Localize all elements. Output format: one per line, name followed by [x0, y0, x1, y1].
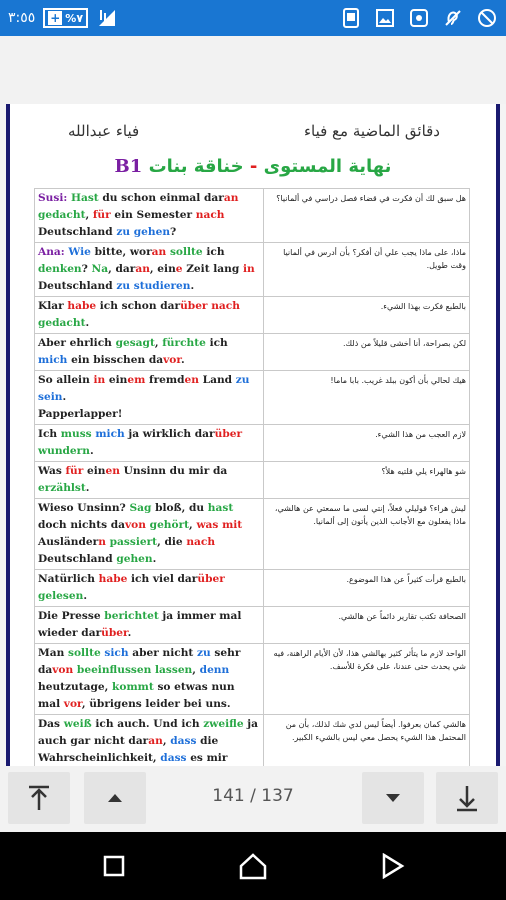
table-row	[35, 462, 470, 499]
table-row	[35, 297, 470, 334]
last-page-icon	[454, 784, 480, 812]
german-cell: Die Presse berichtet ja immer mal wieder darüber.	[35, 607, 264, 644]
german-cell: So allein in einem fremden Land zu sein. Papperlapper!	[35, 371, 264, 425]
table-row	[35, 189, 470, 243]
german-cell: Ana: Wie bitte, woran sollte ich denken? Na, daran, eine Zeit lang in Deutschland zu studieren.	[35, 243, 264, 297]
home-button[interactable]	[237, 850, 269, 882]
arabic-cell: الصحافة تكتب تقارير دائماً عن هالشي.	[264, 607, 470, 644]
home-icon	[238, 852, 268, 880]
first-page-icon	[26, 784, 52, 812]
arabic-cell: ليش هراء؟ قوليلي فعلاً، إنتي لسى ما سمعتي عن هالشي، ماذا يفعلون مع الأجانب الذين يأتون إلى ألمانيا.	[264, 499, 470, 570]
status-bar	[0, 0, 506, 36]
recents-button[interactable]	[98, 850, 130, 882]
battery-percent: %٧	[65, 11, 84, 25]
arabic-cell: هل سبق لك أن فكرت في قضاء فصل دراسي في ألمانيا؟	[264, 189, 470, 243]
dialogue-table	[34, 188, 470, 803]
page-border-left	[6, 104, 10, 766]
page-border-right	[496, 104, 500, 766]
triangle-down-icon	[385, 793, 401, 803]
german-cell: Was für einen Unsinn du mir da erzählst.	[35, 462, 264, 499]
table-row	[35, 570, 470, 607]
next-page-button[interactable]	[362, 772, 424, 824]
document-viewer[interactable]	[0, 104, 506, 766]
battery-indicator	[43, 8, 88, 28]
heading-level-arabic: نهاية المستوى	[263, 156, 392, 177]
author-name: فياء عبدالله	[68, 122, 140, 140]
last-page-button[interactable]	[436, 772, 498, 824]
page-indicator: 141 / 137	[212, 786, 294, 806]
app-toolbar	[0, 36, 506, 104]
table-row	[35, 425, 470, 462]
arabic-cell: هيك لحالي بأن أكون ببلد غريب. بابا ماما!	[264, 371, 470, 425]
arabic-cell: بالطبع فكرت بهذا الشيء.	[264, 297, 470, 334]
table-row	[35, 334, 470, 371]
arabic-cell: الواحد لازم ما يتأثر كثير بهالشي هذا، لأن الأيام الراهنة، فيه شي يحدث حتى عندنا، على فكرة للأسف.	[264, 644, 470, 715]
previous-page-button[interactable]	[84, 772, 146, 824]
image-icon	[374, 7, 396, 29]
document-page	[6, 104, 500, 766]
german-cell: Man sollte sich aber nicht zu sehr davon beeinflussen lassen, denn heutzutage, kommt so etwas nun mal vor, übrigens leider bei uns.	[35, 644, 264, 715]
recents-icon	[103, 855, 125, 877]
phone-icon	[340, 7, 362, 29]
arabic-cell: شو هالهراء يلي قلتيه هلأ؟	[264, 462, 470, 499]
status-time: ٣:٥٥	[8, 10, 36, 26]
triangle-up-icon	[107, 793, 123, 803]
do-not-disturb-icon	[476, 7, 498, 29]
heading-arabic: خناقة بنات	[148, 156, 244, 177]
german-cell: Ich muss mich ja wirklich darüber wundern.	[35, 425, 264, 462]
book-title: دقائق الماضية مع فياء	[303, 122, 440, 140]
battery-saver-icon: +	[50, 11, 61, 25]
system-nav-bar	[0, 832, 506, 900]
table-row	[35, 607, 470, 644]
table-row	[35, 644, 470, 715]
status-left	[8, 7, 118, 29]
signal-icon	[96, 7, 118, 29]
arabic-cell: لازم العجب من هذا الشيء.	[264, 425, 470, 462]
vpn-icon	[408, 7, 430, 29]
german-cell: Aber ehrlich gesagt, fürchte ich mich ein bisschen davor.	[35, 334, 264, 371]
table-row	[35, 499, 470, 570]
back-icon	[381, 853, 405, 879]
arabic-cell: بالطبع قرأت كثيراً عن هذا الموضوع.	[264, 570, 470, 607]
german-cell: Das weiß ich auch. Und ich zweifle ja auch gar nicht daran, dass die Wahrscheinlichkeit, dass es mir	[35, 715, 264, 803]
hearing-off-icon	[442, 7, 464, 29]
german-cell: Susi: Hast du schon einmal daran gedacht, für ein Semester nach Deutschland zu gehen?	[35, 189, 264, 243]
heading-level: B1	[114, 156, 143, 177]
reader-nav-bar	[0, 766, 506, 832]
german-cell: Natürlich habe ich viel darüber gelesen.	[35, 570, 264, 607]
page-header	[34, 122, 474, 148]
arabic-cell: لكن بصراحة، أنا أخشى قليلاً من ذلك.	[264, 334, 470, 371]
german-cell: Klar habe ich schon darüber nach gedacht.	[35, 297, 264, 334]
first-page-button[interactable]	[8, 772, 70, 824]
arabic-cell: هالشي كمان بعرفوا. أيضاً ليس لدي شك لذلك، بأن من المحتمل هذا الشيء يحصل معي ليس بالشيء الكبير.	[264, 715, 470, 803]
table-row	[35, 371, 470, 425]
table-row	[35, 243, 470, 297]
back-button[interactable]	[377, 850, 409, 882]
heading-dash: -	[249, 156, 258, 177]
status-right	[340, 7, 498, 29]
german-cell: Wieso Unsinn? Sag bloß, du hast doch nichts davon gehört, was mit Ausländern passiert, die nach Deutschland gehen.	[35, 499, 264, 570]
lesson-heading	[6, 156, 500, 177]
arabic-cell: ماذا، على ماذا يجب علي أن أفكر؟ بأن أدرس في ألمانيا وقت طويل.	[264, 243, 470, 297]
